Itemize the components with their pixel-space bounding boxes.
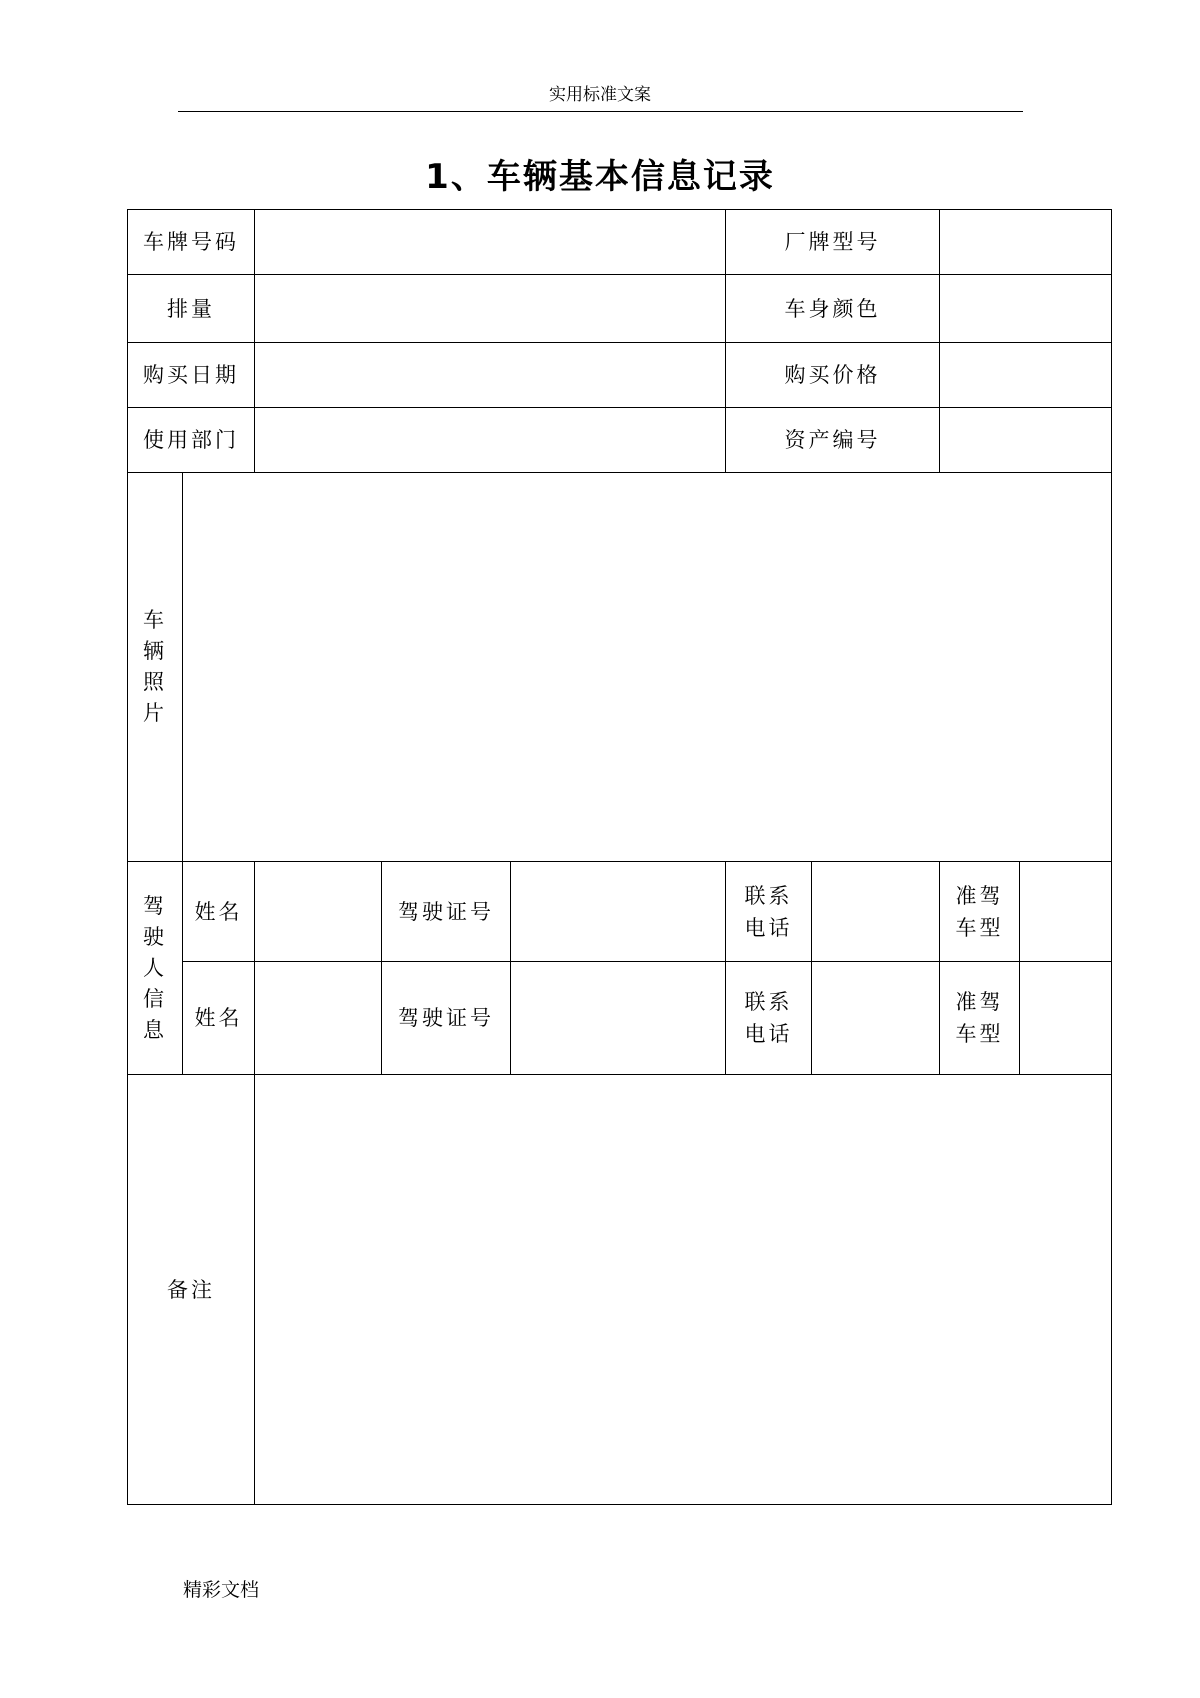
- driver-vehicle-class-label-line: 准驾: [955, 883, 1004, 908]
- row-department-asset: [128, 408, 1112, 473]
- remarks-label: 备注: [128, 1075, 255, 1505]
- row-plate-brand: [128, 210, 1112, 275]
- driver-info-label-char: 驾: [143, 893, 167, 918]
- driver-info-label-char: 信: [143, 986, 167, 1011]
- vehicle-info-form: [127, 209, 1112, 1505]
- row-vehicle-photo: [128, 473, 1112, 862]
- purchase-price-label: 购买价格: [726, 343, 940, 408]
- driver-vehicle-class-label: [940, 962, 1020, 1075]
- driver-phone-label: [726, 962, 812, 1075]
- driver-name-field[interactable]: [255, 862, 382, 962]
- driver-phone-label-line: 电话: [744, 915, 793, 940]
- driver-phone-field[interactable]: [812, 962, 940, 1075]
- driver-name-label: 姓名: [183, 962, 255, 1075]
- driver-phone-label-line: 联系: [744, 990, 793, 1014]
- driver-info-label-char: 驶: [143, 924, 167, 949]
- driver-phone-label-line: 电话: [744, 1022, 793, 1046]
- remarks-field[interactable]: [255, 1075, 1112, 1505]
- vehicle-photo-label-char: 照: [143, 670, 167, 694]
- vehicle-photo-label-char: 辆: [143, 639, 167, 663]
- driver-vehicle-class-label-line: 车型: [955, 915, 1004, 940]
- running-footer: 精彩文档: [183, 1579, 260, 1601]
- driver-license-field[interactable]: [511, 862, 726, 962]
- driver-license-label: 驾驶证号: [382, 862, 511, 962]
- purchase-price-field[interactable]: [940, 343, 1112, 408]
- plate-number-label: 车牌号码: [128, 210, 255, 275]
- asset-number-field[interactable]: [940, 408, 1112, 473]
- brand-model-label: 厂牌型号: [726, 210, 940, 275]
- brand-model-field[interactable]: [940, 210, 1112, 275]
- driver-vehicle-class-field[interactable]: [1020, 862, 1112, 962]
- asset-number-label: 资产编号: [726, 408, 940, 473]
- department-field[interactable]: [255, 408, 726, 473]
- body-color-field[interactable]: [940, 275, 1112, 343]
- driver-row-2: [128, 962, 1112, 1075]
- driver-phone-field[interactable]: [812, 862, 940, 962]
- header-rule: [178, 111, 1023, 112]
- row-remarks: [128, 1075, 1112, 1505]
- driver-vehicle-class-label-line: 车型: [955, 1022, 1004, 1046]
- page-title: 1、车辆基本信息记录: [425, 157, 775, 197]
- running-header: 实用标准文案: [549, 85, 651, 105]
- driver-vehicle-class-label: [940, 862, 1020, 962]
- driver-phone-label-line: 联系: [744, 883, 793, 908]
- purchase-date-field[interactable]: [255, 343, 726, 408]
- displacement-field[interactable]: [255, 275, 726, 343]
- driver-row-1: [128, 862, 1112, 962]
- driver-phone-label: [726, 862, 812, 962]
- driver-info-label-char: 人: [143, 955, 167, 980]
- row-displacement-color: [128, 275, 1112, 343]
- plate-number-field[interactable]: [255, 210, 726, 275]
- vehicle-photo-label-char: 车: [143, 608, 167, 632]
- department-label: 使用部门: [128, 408, 255, 473]
- driver-license-label: 驾驶证号: [382, 962, 511, 1075]
- row-date-price: [128, 343, 1112, 408]
- driver-info-label: [128, 862, 183, 1075]
- driver-vehicle-class-field[interactable]: [1020, 962, 1112, 1075]
- driver-info-label-char: 息: [143, 1017, 167, 1042]
- vehicle-photo-label: [128, 473, 183, 862]
- displacement-label: 排量: [128, 275, 255, 343]
- driver-name-label: 姓名: [183, 862, 255, 962]
- driver-license-field[interactable]: [511, 962, 726, 1075]
- purchase-date-label: 购买日期: [128, 343, 255, 408]
- driver-vehicle-class-label-line: 准驾: [955, 990, 1004, 1014]
- body-color-label: 车身颜色: [726, 275, 940, 343]
- vehicle-photo-label-char: 片: [143, 701, 167, 725]
- driver-name-field[interactable]: [255, 962, 382, 1075]
- vehicle-photo-area[interactable]: [183, 473, 1112, 862]
